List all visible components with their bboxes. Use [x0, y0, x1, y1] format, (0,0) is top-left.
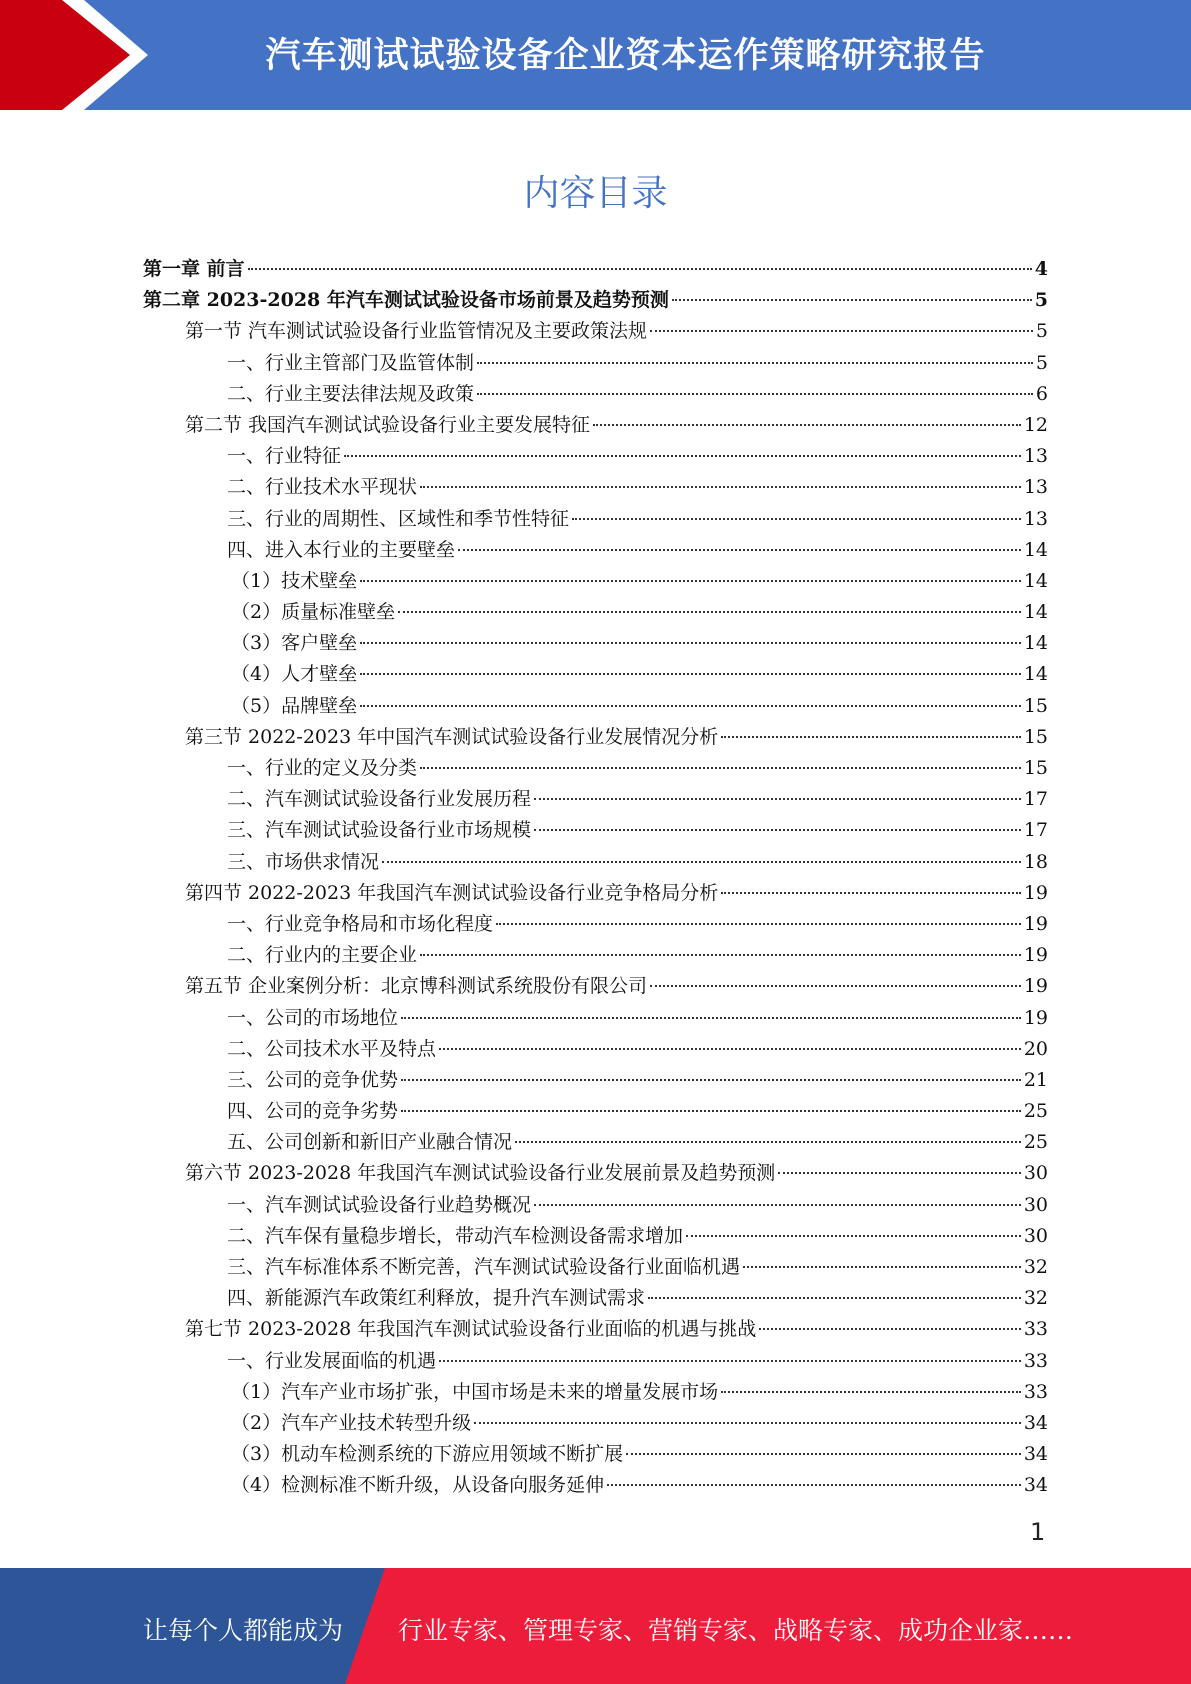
toc-entry-text: 第七节 2023-2028 年我国汽车测试试验设备行业面临的机遇与挑战 [185, 1318, 757, 1341]
toc-dot-leader [743, 1266, 1021, 1268]
toc-dot-leader [344, 455, 1021, 457]
toc-entry-page: 4 [1034, 258, 1048, 280]
toc-entry[interactable] [143, 971, 1048, 1002]
toc-entry[interactable] [143, 285, 1048, 316]
toc-entry-text: 一、行业发展面临的机遇 [227, 1349, 437, 1372]
toc-entry-page: 21 [1023, 1068, 1048, 1091]
toc-entry-page: 15 [1023, 725, 1048, 748]
toc-entry-page: 14 [1023, 601, 1048, 624]
toc-dot-leader [439, 1360, 1021, 1362]
toc-entry-page: 33 [1023, 1380, 1048, 1403]
toc-title: 内容目录 [523, 173, 668, 214]
toc-dot-leader [458, 549, 1021, 551]
toc-entry-page: 18 [1023, 850, 1048, 873]
toc-entry-page: 14 [1023, 632, 1048, 655]
toc-entry[interactable] [143, 1314, 1048, 1345]
toc-entry-text: 第五节 企业案例分析：北京博科测试系统股份有限公司 [185, 975, 648, 998]
toc-entry-page: 5 [1035, 351, 1048, 374]
toc-entry-text: 第六节 2023-2028 年我国汽车测试试验设备行业发展前景及趋势预测 [185, 1162, 776, 1185]
toc-entry-text: 第一章 前言 [143, 258, 245, 280]
toc-entry[interactable] [143, 940, 1048, 971]
toc-dot-leader [398, 611, 1021, 613]
toc-entry[interactable] [143, 254, 1048, 285]
toc-dot-leader [477, 362, 1033, 364]
toc-entry[interactable] [143, 1346, 1048, 1377]
toc-dot-leader [401, 1110, 1021, 1112]
toc-entry-text: 第四节 2022-2023 年我国汽车测试试验设备行业竞争格局分析 [185, 881, 719, 904]
toc-entry[interactable] [143, 504, 1048, 535]
toc-dot-leader [686, 1235, 1021, 1237]
toc-dot-leader [474, 1422, 1021, 1424]
toc-entry-page: 25 [1023, 1100, 1048, 1123]
toc-dot-leader [401, 1079, 1021, 1081]
toc-dot-leader [534, 1204, 1021, 1206]
toc-entry-text: 二、行业内的主要企业 [227, 944, 418, 967]
toc-dot-leader [360, 580, 1021, 582]
toc-entry-text: （3）客户壁垒 [231, 632, 358, 655]
toc-entry-text: 二、汽车保有量稳步增长，带动汽车检测设备需求增加 [227, 1224, 684, 1247]
toc-entry[interactable] [143, 659, 1048, 690]
toc-entry[interactable] [143, 1065, 1048, 1096]
toc-entry[interactable] [143, 1470, 1048, 1501]
toc-entry-page: 15 [1023, 694, 1048, 717]
toc-dot-leader [607, 1484, 1021, 1486]
toc-dot-leader [360, 673, 1021, 675]
toc-dot-leader [360, 642, 1021, 644]
toc-entry-page: 30 [1023, 1193, 1048, 1216]
toc-entry[interactable] [143, 472, 1048, 503]
toc-entry[interactable] [143, 691, 1048, 722]
toc-dot-leader [534, 829, 1021, 831]
toc-entry-text: 四、进入本行业的主要壁垒 [227, 538, 456, 561]
toc-entry[interactable] [143, 847, 1048, 878]
toc-entry-text: 第三节 2022-2023 年中国汽车测试试验设备行业发展情况分析 [185, 725, 719, 748]
toc-dot-leader [778, 1172, 1021, 1174]
toc-entry-text: 二、行业主要法律法规及政策 [227, 382, 475, 405]
toc-entry-page: 12 [1023, 413, 1048, 436]
toc-entry-page: 14 [1023, 538, 1048, 561]
toc-entry-text: 三、汽车测试试验设备行业市场规模 [227, 819, 532, 842]
report-header [0, 0, 1191, 110]
toc-entry[interactable] [143, 441, 1048, 472]
toc-dot-leader [648, 1297, 1021, 1299]
toc-entry-text: （3）机动车检测系统的下游应用领域不断扩展 [231, 1443, 624, 1466]
toc-entry[interactable] [143, 784, 1048, 815]
toc-entry[interactable] [143, 1034, 1048, 1065]
toc-entry-text: 五、公司创新和新旧产业融合情况 [227, 1131, 513, 1154]
toc-entry[interactable] [143, 379, 1048, 410]
toc-entry-page: 30 [1023, 1224, 1048, 1247]
toc-dot-leader [721, 892, 1021, 894]
toc-entry-text: 一、行业主管部门及监管体制 [227, 351, 475, 374]
toc-entry[interactable] [143, 348, 1048, 379]
toc-entry-page: 34 [1023, 1474, 1048, 1497]
page-number: 1 [1030, 1518, 1046, 1546]
toc-dot-leader [439, 1048, 1021, 1050]
toc-dot-leader [496, 923, 1021, 925]
toc-entry-page: 19 [1023, 881, 1048, 904]
toc-entry-text: （5）品牌壁垒 [231, 694, 358, 717]
toc-dot-leader [626, 1453, 1021, 1455]
toc-entry-page: 32 [1023, 1287, 1048, 1310]
toc-entry-page: 14 [1023, 663, 1048, 686]
toc-entry[interactable] [143, 1003, 1048, 1034]
toc-entry-page: 13 [1023, 445, 1048, 468]
toc-dot-leader [672, 299, 1032, 301]
toc-entry[interactable] [143, 1096, 1048, 1127]
toc-entry[interactable] [143, 722, 1048, 753]
toc-entry[interactable] [143, 1377, 1048, 1408]
toc-entry-text: 一、公司的市场地位 [227, 1006, 399, 1029]
toc-entry[interactable] [143, 628, 1048, 659]
toc-dot-leader [650, 985, 1021, 987]
toc-dot-leader [721, 1391, 1021, 1393]
toc-entry-page: 13 [1023, 476, 1048, 499]
toc-entry-page: 33 [1023, 1349, 1048, 1372]
toc-entry[interactable] [143, 1221, 1048, 1252]
toc-entry[interactable] [143, 815, 1048, 846]
toc-entry-page: 17 [1023, 788, 1048, 811]
toc-entry-text: 第二章 2023-2028 年汽车测试试验设备市场前景及趋势预测 [143, 289, 669, 312]
toc-entry-text: 第二节 我国汽车测试试验设备行业主要发展特征 [185, 413, 591, 436]
toc-entry[interactable] [143, 1439, 1048, 1470]
toc-entry[interactable] [143, 1408, 1048, 1439]
toc-dot-leader [401, 1017, 1021, 1019]
toc-entry-text: 四、新能源汽车政策红利释放，提升汽车测试需求 [227, 1287, 646, 1310]
toc-dot-leader [515, 1141, 1021, 1143]
toc-entry[interactable] [143, 316, 1048, 347]
toc-entry-page: 13 [1023, 507, 1048, 530]
footer-slogan-right: 行业专家、管理专家、营销专家、战略专家、成功企业家…… [398, 1616, 1074, 1645]
toc-entry[interactable] [143, 878, 1048, 909]
toc-dot-leader [534, 798, 1021, 800]
toc-entry[interactable] [143, 753, 1048, 784]
toc-entry-page: 5 [1035, 320, 1048, 343]
toc-entry-text: （2）质量标准壁垒 [231, 601, 396, 624]
toc-entry[interactable] [143, 1158, 1048, 1189]
toc-dot-leader [248, 268, 1032, 270]
toc-entry-text: 二、汽车测试试验设备行业发展历程 [227, 788, 532, 811]
toc-entry[interactable] [143, 535, 1048, 566]
toc-entry[interactable] [143, 1190, 1048, 1221]
toc-entry[interactable] [143, 1252, 1048, 1283]
toc-entry-text: 一、行业竞争格局和市场化程度 [227, 912, 494, 935]
toc-entry-page: 15 [1023, 757, 1048, 779]
toc-entry-page: 32 [1023, 1256, 1048, 1278]
toc-dot-leader [572, 518, 1021, 520]
toc-entry[interactable] [143, 566, 1048, 597]
footer-slogan-left: 让每个人都能成为 [143, 1616, 344, 1645]
toc-entry-page: 14 [1023, 569, 1048, 592]
toc-dot-leader [420, 767, 1021, 769]
toc-entry-text: 一、行业的定义及分类 [227, 757, 418, 779]
toc-entry-page: 19 [1023, 944, 1048, 967]
toc-entry-text: （1）技术壁垒 [231, 569, 358, 592]
toc-entry-text: 三、汽车标准体系不断完善，汽车测试试验设备行业面临机遇 [227, 1256, 741, 1278]
toc-dot-leader [650, 330, 1033, 332]
toc-entry-text: 二、公司技术水平及特点 [227, 1037, 437, 1060]
toc-entry[interactable] [143, 410, 1048, 441]
toc-entry-text: 一、汽车测试试验设备行业趋势概况 [227, 1193, 532, 1216]
toc-entry-page: 20 [1023, 1037, 1048, 1060]
toc-entry-page: 17 [1023, 819, 1048, 842]
toc-entry[interactable] [143, 1283, 1048, 1314]
toc-dot-leader [420, 954, 1021, 956]
toc-entry-text: （4）检测标准不断升级，从设备向服务延伸 [231, 1474, 605, 1497]
report-title: 汽车测试试验设备企业资本运作策略研究报告 [265, 36, 986, 76]
toc-entry-text: 一、行业特征 [227, 445, 342, 468]
toc-entry-text: 第一节 汽车测试试验设备行业监管情况及主要政策法规 [185, 320, 648, 343]
toc-entry-page: 19 [1023, 1006, 1048, 1029]
toc-entry-text: 三、公司的竞争优势 [227, 1068, 399, 1091]
toc-entry-page: 34 [1023, 1443, 1048, 1466]
toc-entry-text: （2）汽车产业技术转型升级 [231, 1411, 472, 1434]
toc-entry-page: 30 [1023, 1162, 1048, 1185]
toc-dot-leader [382, 861, 1021, 863]
toc-entry-text: （1）汽车产业市场扩张，中国市场是未来的增量发展市场 [231, 1380, 719, 1403]
toc-entry-page: 19 [1023, 975, 1048, 998]
toc-entry[interactable] [143, 1127, 1048, 1158]
toc-entry-text: 四、公司的竞争劣势 [227, 1100, 399, 1123]
toc-entry-text: 三、市场供求情况 [227, 850, 380, 873]
toc-entry-text: 三、行业的周期性、区域性和季节性特征 [227, 507, 570, 530]
toc-entry-page: 33 [1023, 1318, 1048, 1341]
toc-dot-leader [759, 1328, 1021, 1330]
toc-dot-leader [360, 705, 1021, 707]
toc-dot-leader [477, 393, 1033, 395]
toc-entry-page: 25 [1023, 1131, 1048, 1154]
toc-entry-page: 6 [1035, 382, 1048, 405]
toc-entry-page: 5 [1034, 289, 1048, 312]
toc-entry[interactable] [143, 909, 1048, 940]
toc-dot-leader [420, 486, 1021, 488]
toc-entry-text: 二、行业技术水平现状 [227, 476, 418, 499]
toc-entry[interactable] [143, 597, 1048, 628]
table-of-contents [143, 254, 1048, 1502]
toc-entry-page: 19 [1023, 912, 1048, 935]
toc-dot-leader [721, 736, 1021, 738]
toc-entry-page: 34 [1023, 1411, 1048, 1434]
toc-dot-leader [593, 424, 1021, 426]
toc-entry-text: （4）人才壁垒 [231, 663, 358, 686]
page-footer [0, 1568, 1191, 1684]
